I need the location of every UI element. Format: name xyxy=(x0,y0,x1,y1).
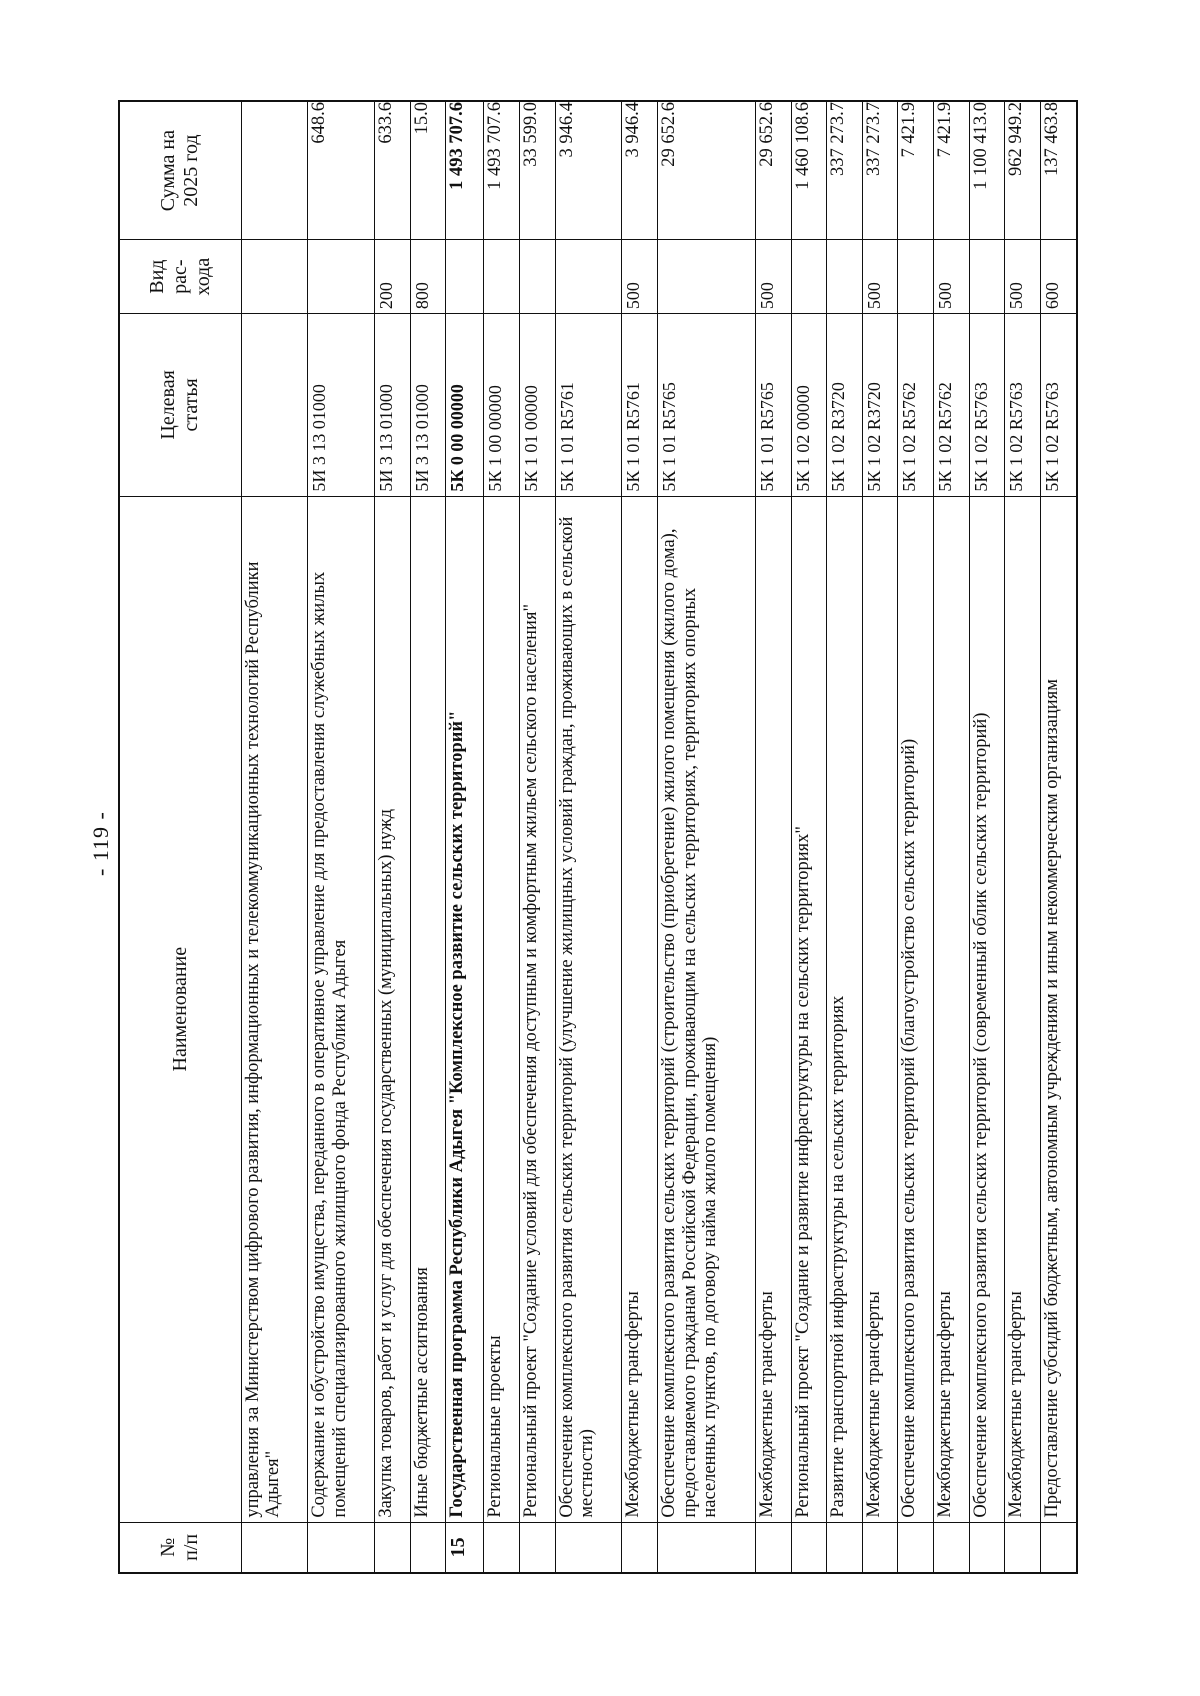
row-num xyxy=(658,1522,756,1573)
row-sum: 3 946.4 xyxy=(555,101,622,240)
table-row xyxy=(241,101,308,1573)
table-row xyxy=(446,101,484,1573)
row-expense-kind xyxy=(898,240,934,314)
row-sum: 137 463.8 xyxy=(1040,101,1077,240)
row-num xyxy=(375,1522,411,1573)
row-num xyxy=(827,1522,863,1573)
row-target-code: 5К 1 02 R5763 xyxy=(1005,314,1041,497)
row-target-code: 5К 1 01 R5765 xyxy=(755,314,791,497)
row-target-code: 5К 1 02 R5763 xyxy=(969,314,1005,497)
row-expense-kind: 500 xyxy=(755,240,791,314)
row-expense-kind xyxy=(484,240,520,314)
row-sum: 633.6 xyxy=(375,101,411,240)
row-expense-kind xyxy=(791,240,827,314)
row-num xyxy=(241,1522,308,1573)
row-expense-kind: 500 xyxy=(934,240,970,314)
table-row xyxy=(1040,101,1077,1573)
row-num xyxy=(1040,1522,1077,1573)
row-expense-kind xyxy=(555,240,622,314)
row-target-code: 5К 1 02 R5762 xyxy=(898,314,934,497)
row-name: Межбюджетные трансферты xyxy=(1005,496,1041,1522)
row-target-code: 5К 1 01 R5761 xyxy=(555,314,622,497)
table-row xyxy=(827,101,863,1573)
row-expense-kind xyxy=(241,240,308,314)
row-name: Иные бюджетные ассигнования xyxy=(410,496,446,1522)
row-num xyxy=(555,1522,622,1573)
row-name: Межбюджетные трансферты xyxy=(755,496,791,1522)
table-row xyxy=(898,101,934,1573)
row-name: Межбюджетные трансферты xyxy=(862,496,898,1522)
row-sum: 1 493 707.6 xyxy=(484,101,520,240)
row-name: Региональный проект "Создание условий для обеспечения доступным и комфортным жильем сельского населения" xyxy=(520,496,556,1522)
row-sum: 648.6 xyxy=(308,101,375,240)
row-sum: 1 493 707.6 xyxy=(446,101,484,240)
row-target-code: 5К 0 00 00000 xyxy=(446,314,484,497)
table-row xyxy=(755,101,791,1573)
row-sum: 337 273.7 xyxy=(827,101,863,240)
row-expense-kind: 500 xyxy=(622,240,658,314)
row-target-code: 5К 1 02 R5762 xyxy=(934,314,970,497)
header-sum: Сумма на 2025 год xyxy=(119,101,241,240)
row-sum: 7 421.9 xyxy=(898,101,934,240)
row-name: Развитие транспортной инфраструктуры на сельских территориях xyxy=(827,496,863,1522)
row-num xyxy=(410,1522,446,1573)
row-target-code: 5К 1 01 R5765 xyxy=(658,314,756,497)
row-sum: 1 460 108.6 xyxy=(791,101,827,240)
row-target-code: 5К 1 00 00000 xyxy=(484,314,520,497)
row-sum: 29 652.6 xyxy=(658,101,756,240)
row-num xyxy=(862,1522,898,1573)
row-num xyxy=(898,1522,934,1573)
table-row xyxy=(555,101,622,1573)
row-target-code: 5К 1 02 R3720 xyxy=(827,314,863,497)
row-sum: 33 599.0 xyxy=(520,101,556,240)
row-expense-kind: 600 xyxy=(1040,240,1077,314)
table-row xyxy=(484,101,520,1573)
table-row xyxy=(622,101,658,1573)
row-sum: 337 273.7 xyxy=(862,101,898,240)
row-name: Предоставление субсидий бюджетным, автономным учреждениям и иным некоммерческим организациям xyxy=(1040,496,1077,1522)
table-row xyxy=(791,101,827,1573)
row-expense-kind xyxy=(446,240,484,314)
table-row xyxy=(308,101,375,1573)
row-expense-kind xyxy=(520,240,556,314)
row-expense-kind xyxy=(658,240,756,314)
table-row xyxy=(375,101,411,1573)
table-row xyxy=(520,101,556,1573)
row-sum: 7 421.9 xyxy=(934,101,970,240)
header-row xyxy=(119,101,241,1573)
row-target-code xyxy=(241,314,308,497)
row-target-code: 5К 1 02 R3720 xyxy=(862,314,898,497)
row-num xyxy=(1005,1522,1041,1573)
row-name: Содержание и обустройство имущества, переданного в оперативное управление для предоставления служебных жилых помещений специализированного жилищного фонда Республики Адыгея xyxy=(308,496,375,1522)
table-row xyxy=(862,101,898,1573)
row-name: Межбюджетные трансферты xyxy=(934,496,970,1522)
row-num xyxy=(755,1522,791,1573)
row-name: Обеспечение комплексного развития сельских территорий (благоустройство сельских территорий) xyxy=(898,496,934,1522)
row-name: Обеспечение комплексного развития сельских территорий (строительство (приобретение) жилого помещения (жилого дома), предоставляемого гражданам Российской Федерации, проживающим на сельских территориях, территориях опорных населенных пунктов, по договору найма жилого помещения) xyxy=(658,496,756,1522)
row-expense-kind xyxy=(969,240,1005,314)
row-name: Закупка товаров, работ и услуг для обеспечения государственных (муниципальных) нужд xyxy=(375,496,411,1522)
row-num xyxy=(791,1522,827,1573)
row-num xyxy=(520,1522,556,1573)
row-name: Обеспечение комплексного развития сельских территорий (современный облик сельских территорий) xyxy=(969,496,1005,1522)
row-name: управления за Министерством цифрового развития, информационных и телекоммуникационных технологий Республики Адыгея" xyxy=(241,496,308,1522)
budget-table xyxy=(118,100,1078,1574)
table-row xyxy=(410,101,446,1573)
row-expense-kind xyxy=(827,240,863,314)
row-num xyxy=(622,1522,658,1573)
table-row xyxy=(969,101,1005,1573)
row-target-code: 5И 3 13 01000 xyxy=(375,314,411,497)
header-name: Наименование xyxy=(119,496,241,1522)
row-expense-kind: 500 xyxy=(1005,240,1041,314)
row-sum: 3 946.4 xyxy=(622,101,658,240)
row-name: Региональные проекты xyxy=(484,496,520,1522)
row-target-code: 5К 1 01 R5761 xyxy=(622,314,658,497)
table-row xyxy=(1005,101,1041,1573)
header-num: № п/п xyxy=(119,1522,241,1573)
row-name: Обеспечение комплексного развития сельских территорий (улучшение жилищных условий граждан, проживающих в сельской местности) xyxy=(555,496,622,1522)
row-name: Межбюджетные трансферты xyxy=(622,496,658,1522)
row-expense-kind: 800 xyxy=(410,240,446,314)
row-sum: 962 949.2 xyxy=(1005,101,1041,240)
page-number: - 119 - xyxy=(88,811,113,876)
row-target-code: 5И 3 13 01000 xyxy=(410,314,446,497)
row-target-code: 5И 3 13 01000 xyxy=(308,314,375,497)
row-num xyxy=(308,1522,375,1573)
row-num xyxy=(969,1522,1005,1573)
row-target-code: 5К 1 01 00000 xyxy=(520,314,556,497)
row-num xyxy=(484,1522,520,1573)
row-target-code: 5К 1 02 R5763 xyxy=(1040,314,1077,497)
row-expense-kind: 200 xyxy=(375,240,411,314)
row-num xyxy=(934,1522,970,1573)
row-name: Региональный проект "Создание и развитие инфраструктуры на сельских территориях" xyxy=(791,496,827,1522)
row-sum xyxy=(241,101,308,240)
table-row xyxy=(658,101,756,1573)
row-sum: 15.0 xyxy=(410,101,446,240)
row-target-code: 5К 1 02 00000 xyxy=(791,314,827,497)
row-name: Государственная программа Республики Адыгея "Комплексное развитие сельских территорий" xyxy=(446,496,484,1522)
row-expense-kind: 500 xyxy=(862,240,898,314)
row-expense-kind xyxy=(308,240,375,314)
row-sum: 1 100 413.0 xyxy=(969,101,1005,240)
header-target: Целевая статья xyxy=(119,314,241,497)
table-row xyxy=(934,101,970,1573)
row-num: 15 xyxy=(446,1522,484,1573)
header-kind: Вид рас- хода xyxy=(119,240,241,314)
row-sum: 29 652.6 xyxy=(755,101,791,240)
